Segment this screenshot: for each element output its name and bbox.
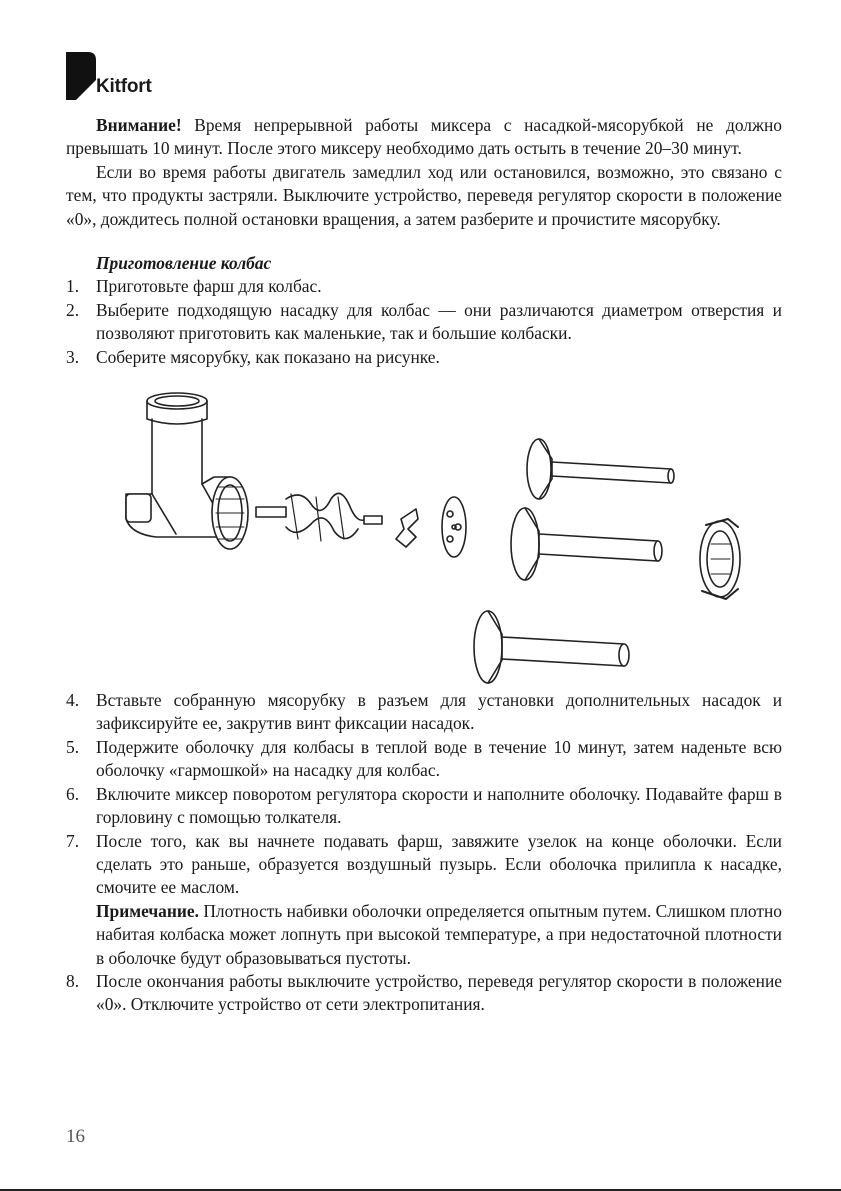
- note-text: Плотность набивки оболочки определяется опытным путем. Слишком плотно набитая колбаска может лопнуть при высокой температуре, а при недостаточной плотности в оболочке будут образовываться пустоты.: [96, 900, 782, 968]
- warning-label: Внимание!: [96, 115, 182, 135]
- step-item: [66, 346, 782, 369]
- page-number: 16: [66, 1126, 85, 1147]
- warning-text: Время непрерывной работы миксера с насадкой-мясорубкой не должно превышать 10 минут. После этого миксеру необходимо дать остыть в течение 20–30 минут.: [66, 115, 782, 159]
- sausage-nozzle-large: [474, 611, 629, 683]
- grinder-ring-nut: [700, 519, 740, 599]
- step-item: [66, 736, 782, 783]
- note-paragraph: [96, 900, 782, 970]
- steps-list-part-1: [66, 275, 782, 369]
- step-text: Включите миксер поворотом регулятора скорости и наполните оболочку. Подавайте фарш в горловину с помощью толкателя.: [96, 783, 782, 828]
- grinder-auger: [256, 493, 382, 541]
- step-number: 1.: [66, 276, 80, 297]
- section-heading: Приготовление колбас: [96, 253, 272, 274]
- kitfort-logo: [66, 50, 186, 102]
- note-label: Примечание.: [96, 900, 199, 921]
- step-item: [66, 783, 782, 830]
- step-item: [66, 299, 782, 346]
- step-item: [66, 830, 782, 970]
- grinder-housing: [126, 393, 248, 549]
- step-text: После того, как вы начнете подавать фарш, завяжите узелок на конце оболочки. Если сделать это раньше, образуется воздушный пузырь. Если оболочка прилипла к насадке, смочите ее маслом.: [96, 830, 782, 898]
- step-number: 5.: [66, 736, 80, 757]
- page-content: [66, 114, 782, 1017]
- step-text: Приготовьте фарш для колбас.: [96, 276, 322, 297]
- sausage-nozzle-small: [527, 439, 674, 499]
- step-number: 3.: [66, 346, 80, 367]
- grinder-plate: [442, 497, 466, 557]
- step-text: После окончания работы выключите устройство, переведя регулятор скорости в положение «0». Отключите устройство от сети электропитания.: [96, 970, 782, 1015]
- sausage-nozzle-medium: [511, 508, 662, 580]
- meat-grinder-assembly-illustration: [66, 369, 782, 689]
- kitfort-logo-mark: [66, 50, 96, 100]
- step-item: [66, 275, 782, 298]
- step-number: 6.: [66, 783, 80, 804]
- step-number: 8.: [66, 970, 80, 991]
- troubleshooting-paragraph: Если во время работы двигатель замедлил ход или остановился, возможно, это связано с тем, что продукты застряли. Выключите устройство, переведя регулятор скорости в положение «0», дождитесь полной остановки вращения, а затем разберите и прочистите мясорубку.: [66, 161, 782, 229]
- step-item: [66, 689, 782, 736]
- steps-list-part-2: [66, 689, 782, 1017]
- step-text: Вставьте собранную мясорубку в разъем для установки дополнительных насадок и зафиксируйте ее, закрутив винт фиксации насадок.: [96, 690, 782, 734]
- step-number: 7.: [66, 830, 80, 851]
- step-item: [66, 970, 782, 1017]
- step-text: Выберите подходящую насадку для колбас — они различаются диаметром отверстия и позволяют приготовить как маленькие, так и большие колбаски.: [96, 299, 782, 344]
- warning-paragraph: [66, 114, 782, 161]
- step-number: 2.: [66, 299, 80, 320]
- step-text: Соберите мясорубку, как показано на рисунке.: [96, 346, 440, 367]
- brand-name: Kitfort: [96, 76, 152, 97]
- grinder-blade: [396, 509, 418, 547]
- step-text: Подержите оболочку для колбасы в теплой воде в течение 10 минут, затем наденьте всю оболочку «гармошкой» на насадку для колбас.: [96, 736, 782, 781]
- step-number: 4.: [66, 690, 80, 711]
